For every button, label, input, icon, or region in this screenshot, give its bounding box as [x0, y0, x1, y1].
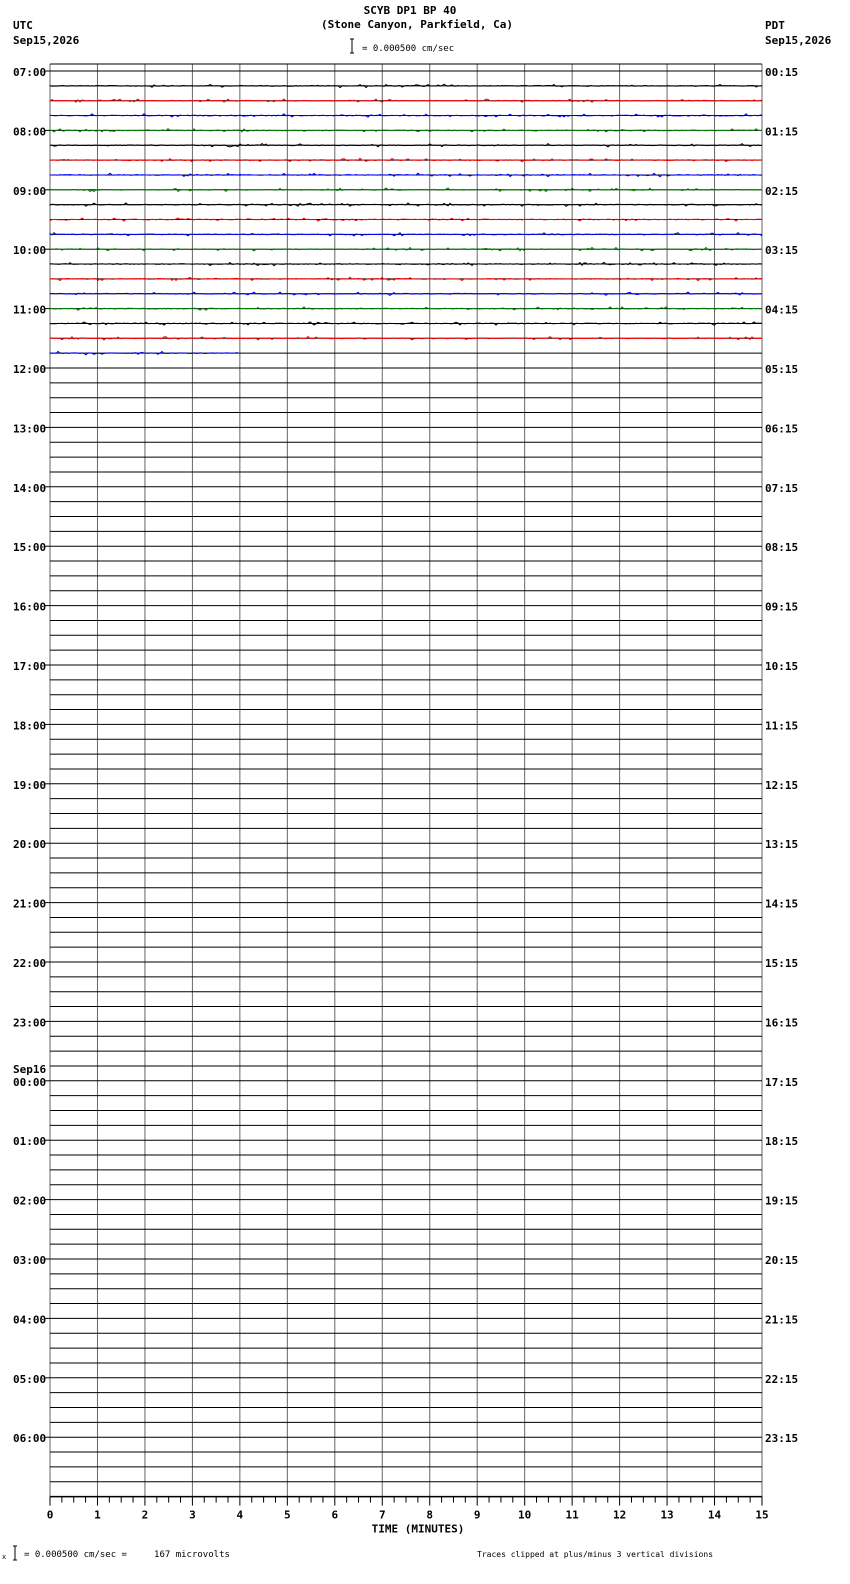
- x-tick-label: 15: [755, 1508, 769, 1522]
- seismic-trace: [50, 307, 762, 310]
- utc-hour-label: 05:00: [13, 1372, 47, 1386]
- utc-hour-label: 06:00: [13, 1432, 47, 1446]
- pdt-hour-label: 23:15: [765, 1432, 799, 1446]
- pdt-hour-label: 05:15: [765, 363, 799, 376]
- left-timezone: UTC: [13, 19, 33, 32]
- utc-hour-label: 22:00: [13, 957, 47, 970]
- utc-hour-label: 12:00: [13, 363, 47, 376]
- utc-hour-label: 13:00: [13, 422, 47, 436]
- seismic-trace: [50, 337, 762, 340]
- pdt-hour-label: 13:15: [765, 838, 799, 852]
- x-tick-label: 3: [189, 1508, 196, 1522]
- seismic-trace: [50, 188, 762, 191]
- utc-hour-label: 10:00: [13, 244, 47, 258]
- scale-label: = 0.000500 cm/sec: [362, 44, 455, 54]
- x-tick-label: 9: [473, 1508, 481, 1522]
- seismic-trace: [50, 277, 762, 280]
- x-tick-label: 12: [612, 1508, 627, 1522]
- chart-title: SCYB DP1 BP 40: [363, 4, 457, 17]
- seismic-trace: [50, 322, 762, 325]
- utc-hour-label: 07:00: [13, 66, 47, 79]
- pdt-hour-label: 09:15: [765, 600, 799, 614]
- pdt-hour-label: 14:15: [765, 897, 799, 911]
- footer-clip-note: Traces clipped at plus/minus 3 vertical divisions: [477, 1550, 714, 1559]
- footer-scale-prefix: x: [2, 1553, 7, 1561]
- utc-hour-label: 04:00: [13, 1313, 47, 1327]
- pdt-hour-label: 16:15: [765, 1016, 799, 1030]
- x-tick-label: 1: [94, 1508, 101, 1522]
- utc-hour-label: 00:00: [13, 1075, 47, 1089]
- x-tick-label: 7: [378, 1508, 386, 1522]
- utc-hour-label: 16:00: [13, 600, 47, 614]
- right-timezone: PDT: [765, 19, 785, 32]
- seismic-trace: [50, 218, 762, 221]
- utc-hour-label: 17:00: [13, 660, 47, 673]
- x-tick-label: 11: [565, 1508, 579, 1522]
- utc-hour-label: 08:00: [13, 125, 47, 139]
- pdt-hour-label: 17:15: [765, 1075, 799, 1089]
- pdt-hour-label: 18:15: [765, 1135, 799, 1149]
- seismic-trace: [50, 158, 762, 161]
- x-tick-label: 5: [284, 1508, 291, 1522]
- utc-hour-label: 02:00: [13, 1194, 47, 1208]
- x-tick-label: 13: [660, 1508, 674, 1522]
- utc-hour-label: 01:00: [13, 1135, 47, 1149]
- utc-hour-label: 14:00: [13, 481, 47, 495]
- chart-subtitle: (Stone Canyon, Parkfield, Ca): [320, 18, 514, 31]
- pdt-hour-label: 15:15: [765, 957, 799, 970]
- utc-hour-label: 03:00: [13, 1254, 47, 1267]
- right-date: Sep15,2026: [765, 34, 832, 47]
- utc-hour-label: 18:00: [13, 719, 47, 733]
- utc-hour-label: 21:00: [13, 897, 47, 911]
- x-tick-label: 14: [707, 1508, 722, 1522]
- x-tick-label: 10: [518, 1508, 532, 1522]
- pdt-hour-label: 20:15: [765, 1254, 799, 1267]
- pdt-hour-label: 10:15: [765, 660, 799, 673]
- pdt-hour-label: 04:15: [765, 303, 799, 317]
- pdt-hour-label: 08:15: [765, 541, 799, 555]
- utc-hour-label: 15:00: [13, 541, 47, 555]
- utc-hour-label: 20:00: [13, 838, 47, 852]
- x-tick-label: 6: [331, 1508, 339, 1522]
- footer-scale-note: = 0.000500 cm/sec = 167 microvolts: [24, 1550, 230, 1560]
- utc-hour-label: 11:00: [13, 303, 47, 317]
- seismic-trace: [50, 144, 762, 147]
- seismic-trace: [50, 292, 762, 295]
- pdt-hour-label: 21:15: [765, 1313, 799, 1327]
- pdt-hour-label: 12:15: [765, 778, 799, 792]
- pdt-hour-label: 00:15: [765, 66, 799, 79]
- seismic-trace: [50, 262, 762, 265]
- utc-hour-label: 19:00: [13, 778, 47, 792]
- utc-hour-label: 09:00: [13, 184, 47, 198]
- seismic-trace: [50, 84, 762, 87]
- seismic-trace: [50, 129, 762, 132]
- x-tick-label: 8: [426, 1508, 434, 1522]
- left-date: Sep15,2026: [13, 34, 80, 47]
- seismic-trace: [50, 352, 238, 355]
- pdt-hour-label: 01:15: [765, 125, 799, 139]
- pdt-hour-label: 22:15: [765, 1372, 799, 1386]
- pdt-hour-label: 02:15: [765, 184, 799, 198]
- pdt-hour-label: 07:15: [765, 481, 799, 495]
- x-tick-label: 0: [46, 1508, 54, 1522]
- seismic-trace: [50, 114, 762, 117]
- pdt-hour-label: 06:15: [765, 422, 799, 436]
- utc-hour-label: 23:00: [13, 1016, 47, 1030]
- x-tick-label: 4: [236, 1508, 244, 1522]
- x-tick-label: 2: [141, 1508, 149, 1522]
- pdt-hour-label: 11:15: [765, 719, 799, 733]
- utc-date-label: Sep16: [13, 1062, 47, 1076]
- x-axis-title: TIME (MINUTES): [371, 1522, 465, 1536]
- seismic-trace: [50, 173, 762, 176]
- pdt-hour-label: 03:15: [765, 244, 799, 258]
- seismic-trace: [50, 233, 762, 236]
- pdt-hour-label: 19:15: [765, 1194, 799, 1208]
- seismic-trace: [50, 203, 762, 206]
- seismic-trace: [50, 99, 762, 102]
